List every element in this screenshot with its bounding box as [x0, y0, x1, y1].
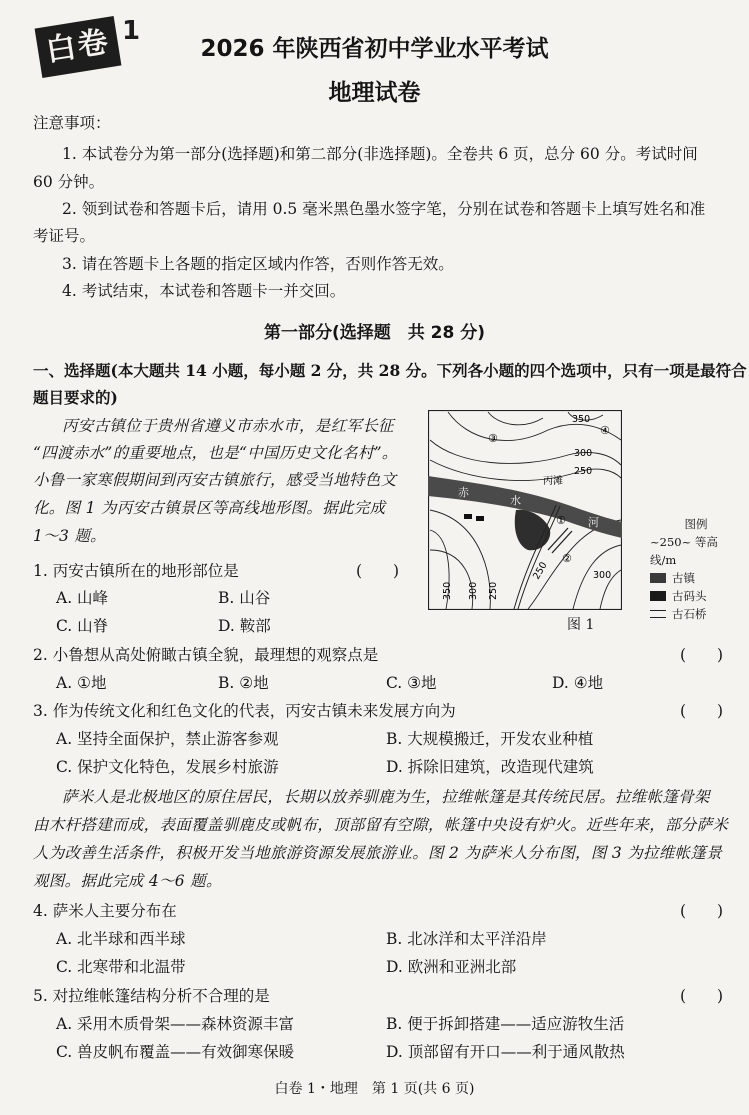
option: D. 拆除旧建筑，改造现代建筑	[386, 758, 594, 776]
notice-item: 3. 请在答题卡上各题的指定区域内作答，否则作答无效。	[62, 255, 454, 273]
badge-number: 1	[122, 16, 141, 46]
option: B. 山谷	[218, 589, 271, 607]
passage1-line: 1～3 题。	[33, 527, 106, 545]
option: B. 大规模搬迁，开发农业种植	[386, 730, 594, 748]
river-label: 赤	[458, 486, 469, 499]
contour-map	[428, 410, 622, 610]
figure1-caption: 图 1	[567, 617, 595, 633]
option: B. ②地	[218, 674, 269, 692]
option: A. ①地	[56, 674, 107, 692]
part1-instruction: 一、选择题(本大题共 14 小题，每小题 2 分，共 28 分。下列各小题的四个选项中，只有一项是最符合	[33, 361, 747, 380]
answer-paren: ( )	[680, 987, 724, 1005]
part1-title: 第一部分(选择题 共 28 分)	[263, 323, 486, 343]
legend-swatch	[650, 573, 666, 583]
option: D. 鞍部	[218, 617, 271, 635]
map-legend	[650, 515, 742, 623]
answer-paren: ( )	[680, 702, 724, 720]
option: C. 山脊	[56, 617, 109, 635]
option: C. 保护文化特色，发展乡村旅游	[56, 758, 279, 776]
legend-item	[650, 569, 742, 587]
question-stem: 4. 萨米人主要分布在	[33, 902, 177, 920]
passage1-line: “四渡赤水”的重要地点，也是“中国历史文化名村”。	[33, 444, 398, 462]
legend-swatch	[650, 610, 666, 618]
passage2-line: 由木杆搭建而成，表面覆盖驯鹿皮或帆布，顶部留有空隙，帐篷中央设有炉火。近些年来，部分萨米	[33, 816, 729, 834]
notice-item: 60 分钟。	[33, 173, 105, 191]
part1-instruction: 题目要求的)	[33, 388, 118, 407]
passage1-line: 小鲁一家寒假期间到丙安古镇旅行，感受当地特色文	[33, 471, 397, 489]
legend-title: 图例	[684, 517, 708, 531]
marker-label: ③	[488, 432, 498, 445]
contour-label: 250	[531, 560, 550, 582]
answer-paren: ( )	[680, 646, 724, 664]
question-stem: 5. 对拉维帐篷结构分析不合理的是	[33, 987, 270, 1005]
legend-item	[650, 533, 742, 569]
marker-label: ①	[556, 514, 566, 527]
option: D. 顶部留有开口——利于通风散热	[386, 1043, 625, 1061]
contour-label: 300	[593, 570, 612, 581]
river-label: 水	[510, 494, 521, 507]
question-stem: 2. 小鲁想从高处俯瞰古镇全貌，最理想的观察点是	[33, 646, 379, 664]
legend-item	[650, 587, 742, 605]
legend-label: 古镇	[672, 571, 695, 585]
option: D. ④地	[552, 674, 604, 692]
question-stem: 1. 丙安古镇所在的地形部位是	[33, 562, 239, 580]
option: A. 采用木质骨架——森林资源丰富	[56, 1015, 295, 1033]
contour-label: 300	[468, 581, 479, 600]
contour-label: 250	[574, 466, 593, 477]
exam-title: 2026 年陕西省初中学业水平考试	[200, 36, 549, 62]
passage2-line: 萨米人是北极地区的原住居民，长期以放养驯鹿为生，拉维帐篷是其传统民居。拉维帐篷骨架	[62, 788, 710, 806]
option: B. 北冰洋和太平洋沿岸	[386, 930, 547, 948]
ancient-dock	[464, 514, 472, 519]
contour-label: 300	[574, 448, 593, 459]
passage2-line: 观图。据此完成 4～6 题。	[33, 872, 222, 890]
option: D. 欧洲和亚洲北部	[386, 958, 517, 976]
question-stem: 3. 作为传统文化和红色文化的代表，丙安古镇未来发展方向为	[33, 702, 456, 720]
legend-label: 古码头	[672, 589, 707, 603]
option: C. ③地	[386, 674, 437, 692]
badge-label: 白卷	[35, 16, 122, 78]
option: A. 山峰	[56, 589, 109, 607]
legend-swatch	[650, 591, 666, 601]
answer-paren: ( )	[356, 562, 400, 580]
legend-item	[650, 605, 742, 623]
passage1-line: 化。图 1 为丙安古镇景区等高线地形图。据此完成	[33, 499, 386, 517]
passage1-line: 丙安古镇位于贵州省遵义市赤水市，是红军长征	[62, 417, 394, 435]
contour-label: 250	[488, 581, 499, 600]
river-label: 河	[588, 516, 599, 529]
legend-label: 古石桥	[672, 607, 707, 621]
notice-heading: 注意事项：	[33, 114, 111, 132]
answer-paren: ( )	[680, 902, 724, 920]
exam-subtitle: 地理试卷	[328, 80, 421, 106]
option: B. 便于拆卸搭建——适应游牧生活	[386, 1015, 625, 1033]
page-footer: 白卷 1・地理 第 1 页(共 6 页)	[274, 1081, 475, 1097]
passage2-line: 人为改善生活条件，积极开发当地旅游资源发展旅游业。图 2 为萨米人分布图，图 3 为拉维帐篷景	[33, 844, 723, 862]
contour-label: 350	[442, 581, 453, 600]
option: A. 坚持全面保护，禁止游客参观	[56, 730, 279, 748]
notice-item: 考证号。	[33, 227, 96, 245]
ancient-dock	[476, 516, 484, 521]
notice-item: 2. 领到试卷和答题卡后，请用 0.5 毫米黑色墨水签字笔，分别在试卷和答题卡上填写姓名和准	[62, 200, 706, 218]
option: A. 北半球和西半球	[56, 930, 186, 948]
legend-label: ~250~ 等高线/m	[650, 535, 718, 567]
option: C. 北寒带和北温带	[56, 958, 186, 976]
place-label: 丙滩	[543, 476, 563, 487]
notice-item: 4. 考试结束，本试卷和答题卡一并交回。	[62, 282, 346, 300]
notice-item: 1. 本试卷分为第一部分(选择题)和第二部分(非选择题)。全卷共 6 页，总分 60 分。考试时间	[62, 145, 698, 163]
marker-label: ②	[562, 552, 572, 565]
marker-label: ④	[600, 424, 610, 437]
contour-label: 350	[572, 414, 591, 425]
option: C. 兽皮帆布覆盖——有效御寒保暖	[56, 1043, 295, 1061]
